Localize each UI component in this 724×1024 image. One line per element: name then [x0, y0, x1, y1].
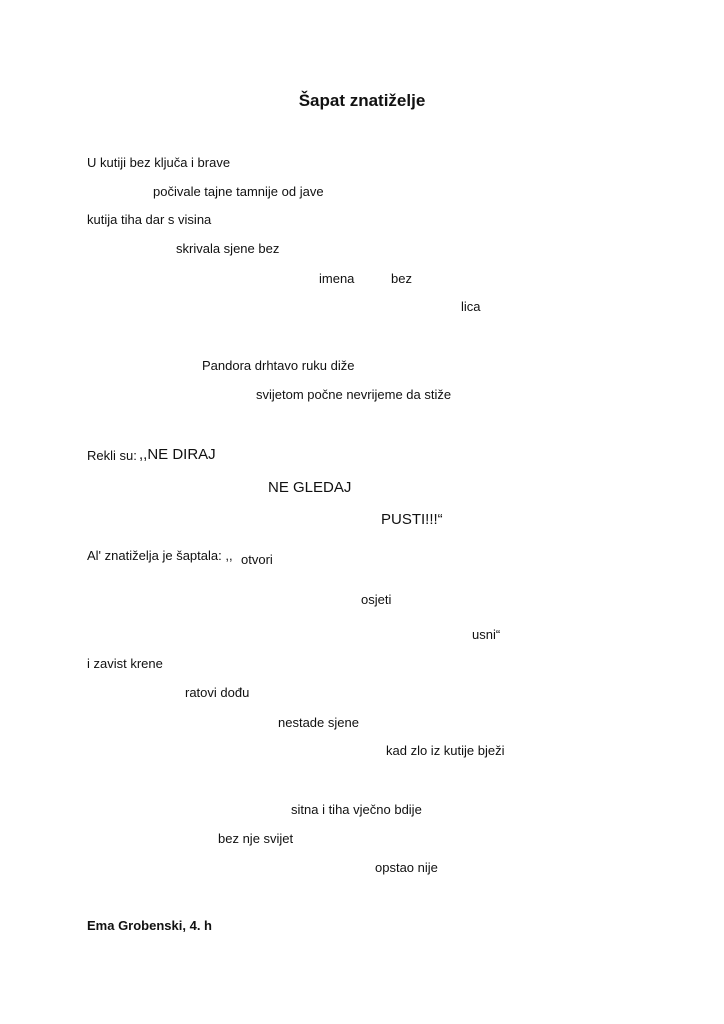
poem-quote: ,,NE DIRAJ	[139, 446, 216, 463]
poem-line: kad zlo iz kutije bježi	[386, 743, 505, 758]
poem-line: kutija tiha dar s visina	[87, 212, 212, 227]
poem-line: Pandora drhtavo ruku diže	[202, 358, 355, 373]
poem-line: U kutiji bez ključa i brave	[87, 155, 231, 170]
poem-line: bez nje svijet	[218, 831, 294, 846]
poem-line: Rekli su:	[87, 448, 137, 463]
poem-title: Šapat znatiželje	[298, 91, 426, 110]
poem-word: osjeti	[361, 592, 392, 607]
poem-line: sitna i tiha vječno bdije	[291, 802, 422, 817]
poem-word: otvori	[241, 552, 273, 567]
poem-line: skrivala sjene bez	[176, 241, 280, 256]
poem-line: Al' znatiželja je šaptala: ,,	[87, 548, 233, 563]
poem-word: usni“	[472, 627, 501, 642]
poem-word: lica	[461, 299, 481, 314]
poem-line: počivale tajne tamnije od jave	[153, 184, 324, 199]
poem-quote: NE GLEDAJ	[268, 479, 352, 496]
poem-line: svijetom počne nevrijeme da stiže	[256, 387, 452, 402]
poem-line: ratovi dođu	[185, 685, 250, 700]
poem-line: i zavist krene	[87, 656, 163, 671]
poem-line: opstao nije	[375, 860, 438, 875]
poem-quote: PUSTI!!!“	[381, 511, 443, 528]
author-signature: Ema Grobenski, 4. h	[87, 918, 212, 933]
poem-word: bez	[391, 271, 412, 286]
poem-line: nestade sjene	[278, 715, 359, 730]
poem-word: imena	[319, 271, 355, 286]
